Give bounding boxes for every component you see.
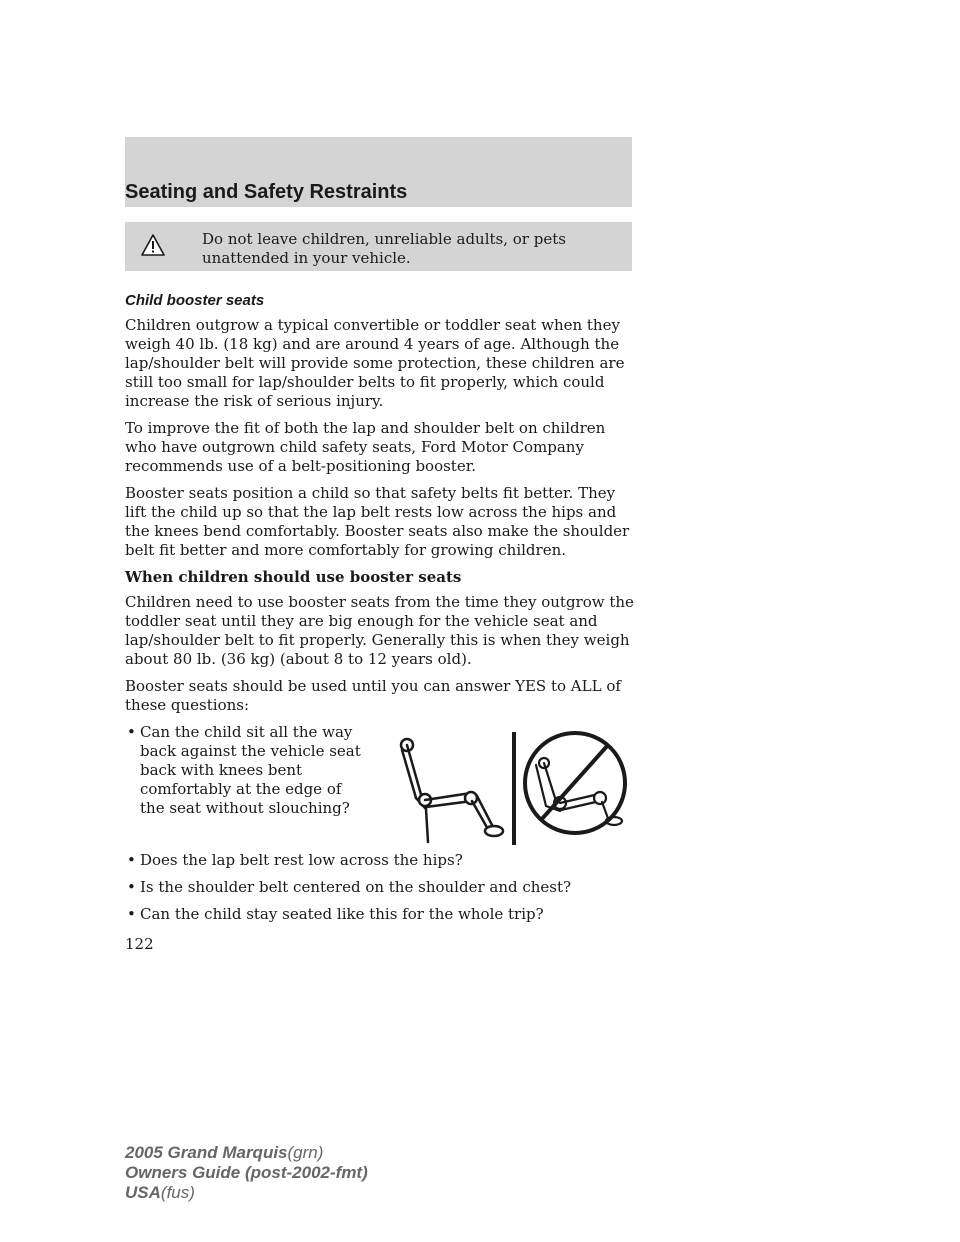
document-footer	[125, 1143, 368, 1203]
list-item	[125, 878, 635, 897]
bullet-dot: •	[127, 723, 136, 741]
footer-model: 2005 Grand Marquis	[125, 1143, 288, 1162]
correct-posture-seat	[401, 739, 503, 842]
paragraph-booster-position: Booster seats position a child so that safety belts fit better. They lift the child up so that the lap belt rests low across the hips and the knees bend comfortably. Booster seats also make the shoulder belt fit better and more comfortably for growing children.	[125, 484, 630, 559]
when-to-use-heading: When children should use booster seats	[125, 568, 462, 586]
booster-seats-heading: Child booster seats	[125, 292, 265, 309]
first-question-with-figure	[125, 723, 635, 851]
question-text: Does the lap belt rest low across the hips?	[140, 851, 463, 869]
footer-model-code: (grn)	[287, 1143, 324, 1162]
list-item	[125, 905, 635, 924]
footer-region: USA	[125, 1183, 161, 1202]
incorrect-posture-seat	[536, 758, 622, 825]
warning-triangle-icon	[141, 234, 165, 256]
seat-posture-illustration	[395, 723, 630, 845]
footer-region-code: (fus)	[160, 1183, 195, 1202]
paragraph-questions-intro: Booster seats should be used until you can answer YES to ALL of these questions:	[125, 677, 621, 714]
section-title: Seating and Safety Restraints	[125, 181, 408, 203]
section-header-band	[125, 137, 632, 207]
main-content	[125, 291, 635, 932]
question-text: Can the child stay seated like this for the whole trip?	[140, 905, 544, 923]
footer-line-model	[125, 1143, 368, 1163]
bullet-dot: •	[127, 905, 136, 923]
bullet-dot: •	[127, 851, 136, 869]
paragraph-improve-fit: To improve the fit of both the lap and shoulder belt on children who have outgrown child safety seats, Ford Motor Company recommends use of a belt-positioning booster.	[125, 419, 606, 475]
footer-guide: Owners Guide (post-2002-fmt)	[125, 1163, 368, 1182]
warning-box	[125, 222, 632, 271]
paragraph-when-to-use: Children need to use booster seats from the time they outgrow the toddler seat until they are big enough for the vehicle seat and lap/shoulder belt to fit properly. Generally this is when they weigh about 80 lb. (36 kg) (about 8 to 12 years old).	[125, 593, 634, 668]
paragraph-outgrow: Children outgrow a typical convertible or toddler seat when they weigh 40 lb. (18 kg) and are around 4 years of age. Although the lap/shoulder belt will provide some protection, these children are still too small for lap/shoulder belts to fit properly, which could increase the risk of serious injury.	[125, 316, 625, 410]
page-number: 122	[125, 935, 154, 953]
question-text: Is the shoulder belt centered on the shoulder and chest?	[140, 878, 572, 896]
list-item	[125, 723, 365, 818]
footer-line-region	[125, 1183, 368, 1203]
list-item	[125, 851, 635, 870]
question-text: Can the child sit all the way back against the vehicle seat back with knees bent comfortably at the edge of the seat without slouching?	[140, 723, 361, 817]
bullet-dot: •	[127, 878, 136, 896]
warning-text: Do not leave children, unreliable adults, or pets unattended in your vehicle.	[202, 230, 566, 267]
